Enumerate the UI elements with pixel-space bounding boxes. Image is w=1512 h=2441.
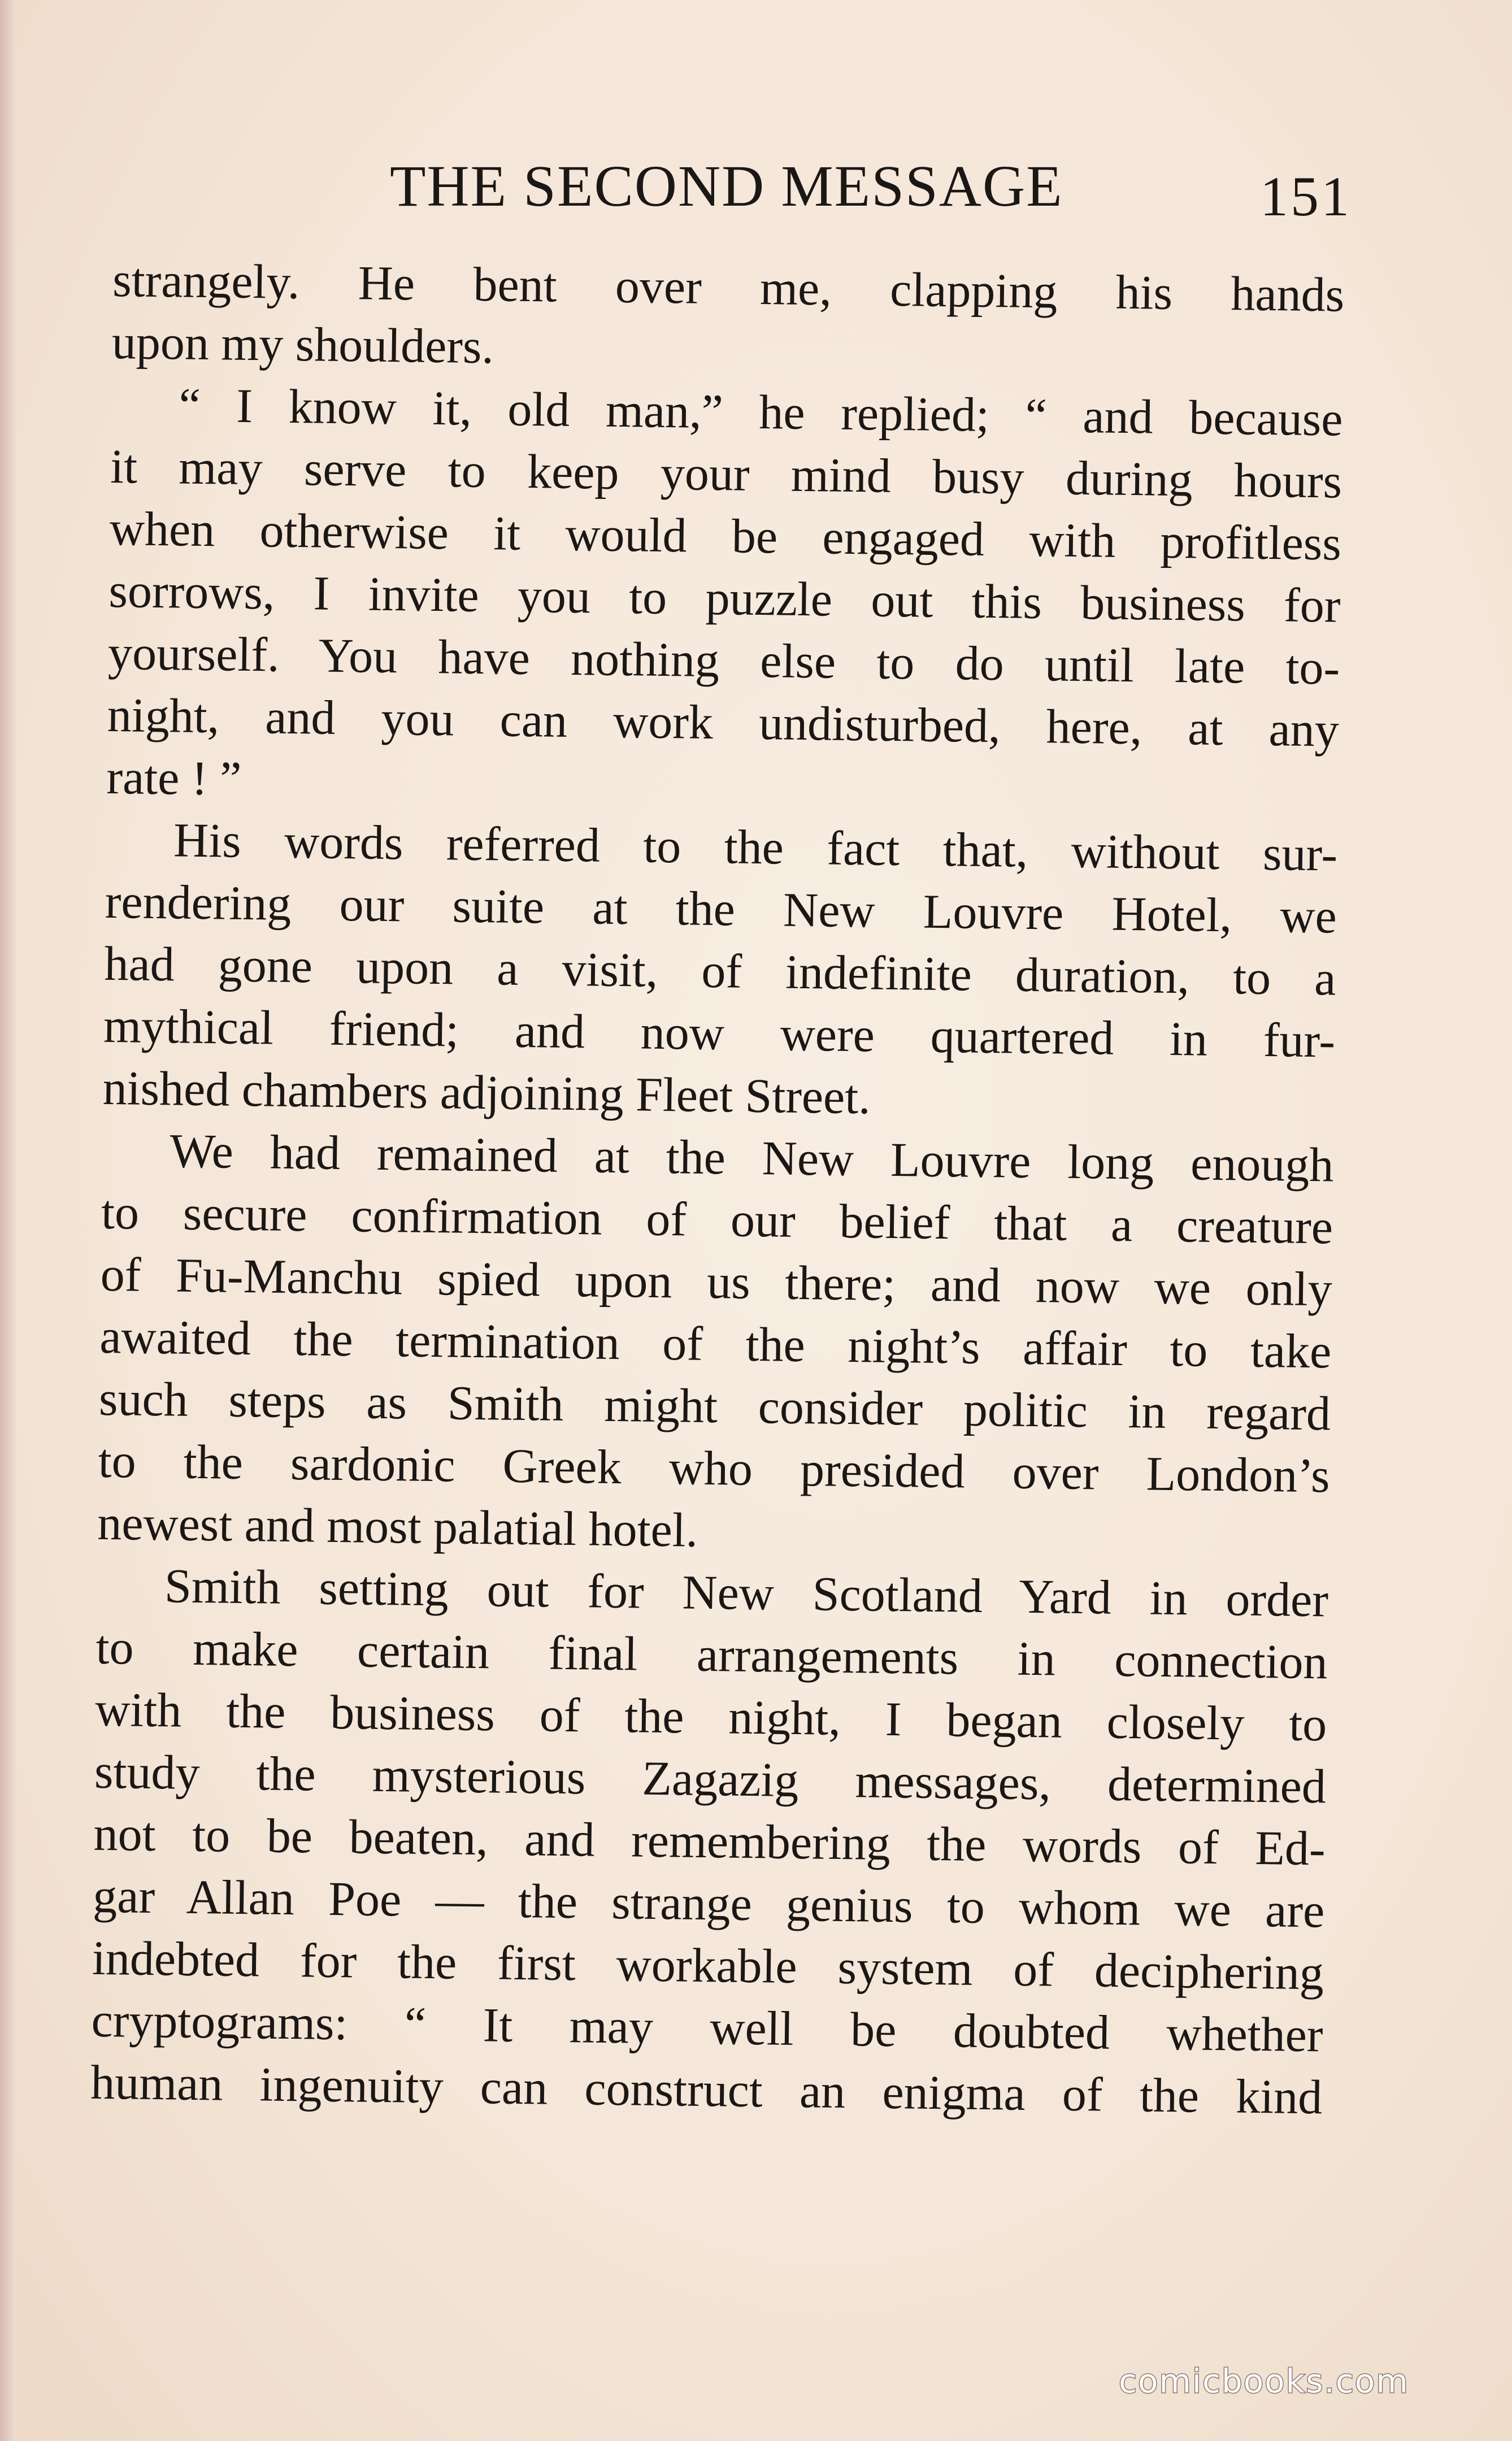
running-title: THE SECOND MESSAGE xyxy=(390,154,1063,219)
text-line: “ I know it, old man,” he replied; “ and because xyxy=(179,377,1344,446)
body-text xyxy=(90,249,1345,2128)
text-line: to make certain final arrangements in connection xyxy=(95,1619,1328,1689)
text-line: such steps as Smith might consider politic in regard xyxy=(98,1371,1331,1441)
text-line: to secure confirmation of our belief that a creature xyxy=(101,1184,1333,1254)
text-line: rendering our suite at the New Louvre Hotel, we xyxy=(105,874,1337,944)
page-header xyxy=(390,153,1350,232)
text-line: yourself. You have nothing else to do until late to- xyxy=(107,625,1340,695)
page-number: 151 xyxy=(1260,165,1352,228)
text-line: awaited the termination of the night’s affair to take xyxy=(99,1309,1332,1379)
text-line: nished chambers adjoining Fleet Street. xyxy=(102,1060,871,1124)
watermark-text: comicbooks.com xyxy=(1119,2362,1409,2400)
text-line: cryptograms: “ It may well be doubted whether xyxy=(91,1992,1324,2062)
text-line: not to be beaten, and remembering the words of Ed- xyxy=(93,1806,1326,1876)
text-line: rate ! ” xyxy=(106,749,242,806)
text-line: mythical friend; and now were quartered in fur- xyxy=(103,998,1336,1068)
text-line: His words referred to the fact that, without sur- xyxy=(173,813,1338,881)
text-line: Smith setting out for New Scotland Yard in order xyxy=(164,1558,1329,1627)
text-line: indebted for the first workable system of deciphering xyxy=(92,1930,1324,2000)
text-line: newest and most palatial hotel. xyxy=(97,1495,698,1557)
text-line: sorrows, I invite you to puzzle out this business for xyxy=(108,563,1341,633)
text-line: night, and you can work undisturbed, here, at any xyxy=(107,687,1340,757)
text-line: of Fu-Manchu spied upon us there; and now we only xyxy=(100,1246,1333,1317)
page-edge xyxy=(0,0,16,2441)
text-line: We had remained at the New Louvre long enough xyxy=(169,1123,1334,1192)
text-line: when otherwise it would be engaged with profitless xyxy=(109,501,1342,571)
text-line: upon my shoulders. xyxy=(111,314,494,374)
text-line: to the sardonic Greek who presided over London’s xyxy=(98,1433,1331,1503)
text-line: had gone upon a visit, of indefinite duration, to a xyxy=(103,936,1336,1006)
text-line: it may serve to keep your mind busy during hours xyxy=(110,438,1342,509)
text-line: strangely. He bent over me, clapping his hands xyxy=(112,252,1345,322)
text-line: study the mysterious Zagazig messages, determined xyxy=(94,1744,1327,1814)
text-line: human ingenuity can construct an enigma of the kind xyxy=(90,2055,1323,2125)
text-line: gar Allan Poe — the strange genius to whom we are xyxy=(92,1868,1325,1938)
text-line: with the business of the night, I began closely to xyxy=(94,1682,1327,1752)
